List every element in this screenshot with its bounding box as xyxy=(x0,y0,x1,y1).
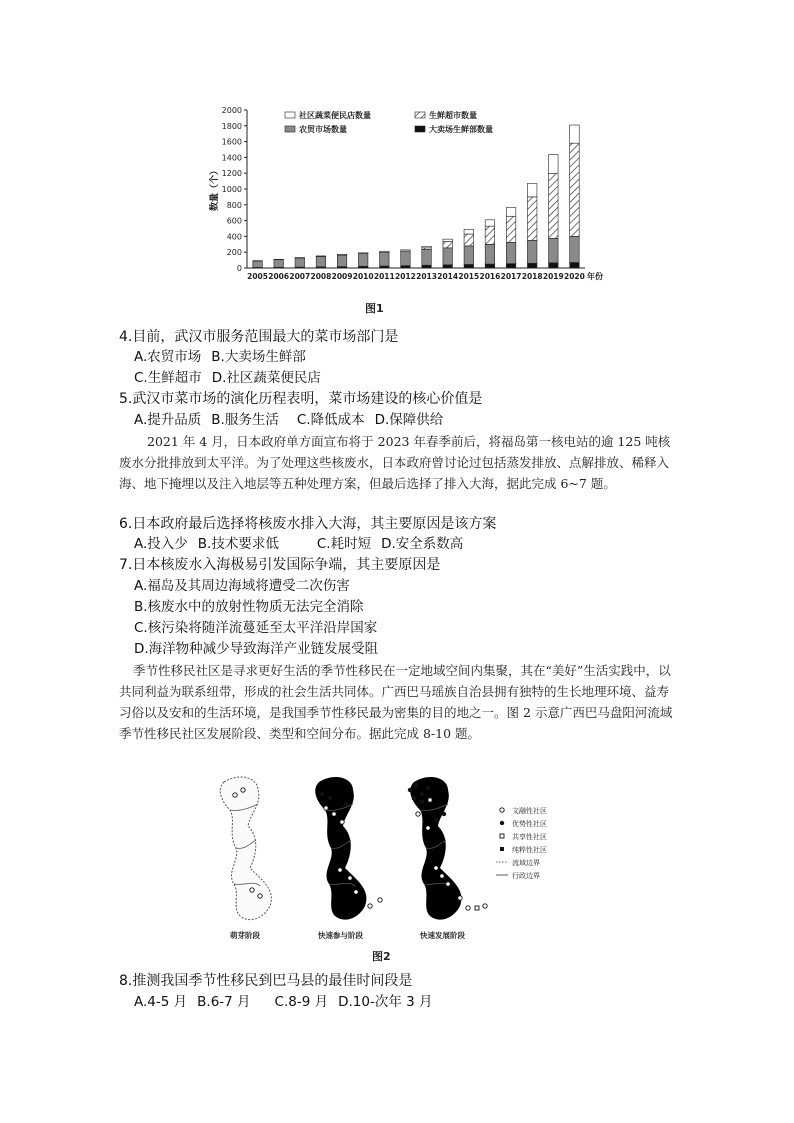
bar-segment xyxy=(570,262,580,268)
bar-segment xyxy=(527,183,537,196)
bar-segment xyxy=(401,266,411,268)
option-8a[interactable]: A.4-5 月 xyxy=(134,994,188,1010)
legend-swatch xyxy=(415,126,425,132)
stage-label-1: 萌芽阶段 xyxy=(230,931,260,940)
option-6c[interactable]: C.耗时短 xyxy=(316,536,372,552)
bar-segment xyxy=(443,239,453,241)
y-tick-label: 0 xyxy=(236,264,242,273)
option-8c[interactable]: C.8-9 月 xyxy=(274,994,329,1010)
option-8d[interactable]: D.10-次年 3 月 xyxy=(338,994,433,1010)
option-6d[interactable]: D.安全系数高 xyxy=(381,536,464,552)
option-4a[interactable]: A.农贸市场 xyxy=(134,349,202,365)
bar-segment xyxy=(295,258,305,267)
bar-segment xyxy=(274,260,284,268)
option-7c[interactable]: C.核污染将随洋流蔓延至太平洋沿岸国家 xyxy=(134,620,378,636)
legend-label: 生鲜超市数量 xyxy=(429,111,477,120)
bar-segment xyxy=(485,226,495,244)
stage-label-3: 快速发展阶段 xyxy=(420,931,465,940)
option-6b[interactable]: B.技术要求低 xyxy=(197,536,279,552)
question-8-options xyxy=(134,992,443,1012)
x-tick-label: 2018 xyxy=(521,272,543,281)
figure-1-caption: 图1 xyxy=(365,302,384,315)
question-6-options xyxy=(134,534,473,554)
bar-segment xyxy=(570,143,580,236)
x-tick-label: 2010 xyxy=(352,272,374,281)
bar-segment xyxy=(464,234,474,246)
y-tick-label: 400 xyxy=(226,232,242,242)
bar-segment xyxy=(380,251,390,252)
bar-segment xyxy=(358,253,368,254)
x-tick-label: 2013 xyxy=(416,272,437,281)
legend-label: 社区蔬菜便民店数量 xyxy=(299,111,371,120)
figure-1-chart xyxy=(205,100,605,320)
y-tick-label: 800 xyxy=(226,200,242,210)
figure-2-caption: 图2 xyxy=(372,950,391,963)
bar-segment xyxy=(422,249,432,265)
option-5b[interactable]: B.服务生活 xyxy=(211,412,279,428)
x-tick-label: 2015 xyxy=(458,272,480,281)
y-tick-label: 600 xyxy=(226,216,242,226)
y-tick-label: 1400 xyxy=(221,153,242,163)
bar-segment xyxy=(506,264,516,268)
x-tick-label: 2017 xyxy=(500,272,522,281)
option-5c[interactable]: C.降低成本 xyxy=(296,412,365,428)
bar-segment xyxy=(401,250,411,251)
bar-segment xyxy=(506,242,516,263)
passage-seasonal-migrants: 季节性移民社区是寻求更好生活的季节性移民在一定地域空间内集聚，其在“美好”生活实践中，以共同利益为联系纽带，形成的社会生活共同体。广西巴马瑶族自治县拥有独特的生长地理环境、益寿习俗以及安和的生活环境，是我国季节性移民最为密集的目的地之一。图 2 示意广西巴马盘阳河流域季节性移民社区发展阶段、类型和空间分布。据此完成 8-10 题。 xyxy=(119,663,673,741)
option-5a[interactable]: A.提升品质 xyxy=(134,412,202,428)
bar-segment xyxy=(464,246,474,265)
bar-segment xyxy=(443,248,453,265)
passage-nuclear-wastewater: 2021 年 4 月，日本政府单方面宣布将于 2023 年春季前后，将福岛第一核电站的逾 125 吨核废水分批排放到太平洋。为了处理这些核废水，日本政府曾讨论过包括蒸发排放、点解排放、稀释入海、地下掩埋以及注入地层等五种处理方案，但最后选择了排入大海，据此完成 6~7 题。 xyxy=(119,434,671,491)
bar-segment xyxy=(253,261,263,267)
bar-segment xyxy=(549,238,559,262)
legend-3: 共享性社区 xyxy=(512,833,547,841)
legend-1: 文融性社区 xyxy=(512,807,547,815)
option-7a[interactable]: A.福岛及其周边海域将遭受二次伤害 xyxy=(134,578,350,594)
option-6a[interactable]: A.投入少 xyxy=(134,536,188,552)
bar-segment xyxy=(506,208,516,217)
legend-6: 行政边界 xyxy=(512,872,540,880)
bar-segment xyxy=(485,264,495,268)
bar-segment xyxy=(527,240,537,263)
bar-segment xyxy=(316,256,326,257)
stage-label-2: 快速参与阶段 xyxy=(318,931,363,940)
x-tick-label: 2020 xyxy=(564,272,585,281)
question-5-stem: 5.武汉市菜市场的演化历程表明，菜市场建设的核心价值是 xyxy=(119,391,483,407)
bar-segment xyxy=(443,242,453,248)
bar-segment xyxy=(401,251,411,266)
option-7d[interactable]: D.海洋物种减少导致海洋产业链发展受阻 xyxy=(134,641,379,657)
x-tick-label: 2019 xyxy=(542,272,564,281)
option-4d[interactable]: D.社区蔬菜便民店 xyxy=(211,370,321,386)
bar-segment xyxy=(464,229,474,234)
y-tick-label: 1800 xyxy=(221,121,242,131)
bar-segment xyxy=(570,125,580,143)
question-6-stem: 6.日本政府最后选择将核废水排入大海，其主要原因是该方案 xyxy=(119,516,497,532)
figure-2-map xyxy=(210,768,590,943)
option-5d[interactable]: D.保障供给 xyxy=(374,412,444,428)
legend-swatch xyxy=(285,112,295,118)
x-tick-label: 2008 xyxy=(310,272,332,281)
x-tick-label: 2016 xyxy=(479,272,501,281)
bar-segment xyxy=(527,263,537,268)
question-4-stem: 4.目前，武汉市服务范围最大的菜市场部门是 xyxy=(119,329,399,345)
bar-segment xyxy=(464,264,474,268)
x-tick-label: 2014 xyxy=(437,272,459,281)
x-tick-label: 2011 xyxy=(373,272,395,281)
legend-5: 流域边界 xyxy=(512,859,540,867)
x-tick-label: 2007 xyxy=(289,272,311,281)
bar-segment xyxy=(549,263,559,268)
question-4-options-row2 xyxy=(134,368,331,388)
bar-segment xyxy=(316,257,326,267)
bar-segment xyxy=(443,265,453,268)
legend-label: 农贸市场数量 xyxy=(299,125,347,134)
option-4c[interactable]: C.生鲜超市 xyxy=(134,370,202,386)
bar-segment xyxy=(337,254,347,255)
y-tick-label: 2000 xyxy=(221,106,242,115)
y-tick-label: 1000 xyxy=(221,185,242,194)
x-tick-label: 2006 xyxy=(268,272,290,281)
bar-segment xyxy=(549,155,559,174)
bar-segment xyxy=(337,255,347,266)
legend-4: 纯粹性社区 xyxy=(512,846,547,854)
bar-segment xyxy=(549,174,559,239)
bar-segment xyxy=(527,197,537,240)
x-axis-label: 年份 xyxy=(587,272,603,281)
y-axis-label: 数量（个） xyxy=(210,165,220,211)
bar-segment xyxy=(485,244,495,264)
option-8b[interactable]: B.6-7 月 xyxy=(197,994,251,1010)
bar-segment xyxy=(570,236,580,262)
bar-segment xyxy=(358,254,368,267)
bar-segment xyxy=(506,216,516,242)
question-7-stem: 7.日本核废水入海极易引发国际争端，其主要原因是 xyxy=(119,557,441,573)
bar-segment xyxy=(380,252,390,266)
option-7b[interactable]: B.核废水中的放射性物质无法完全消除 xyxy=(134,599,364,615)
bar-segment xyxy=(422,246,432,248)
legend-2: 优势性社区 xyxy=(512,820,547,828)
option-4b[interactable]: B.大卖场生鲜部 xyxy=(211,349,306,365)
question-4-options-row1 xyxy=(134,347,316,367)
question-8-stem: 8.推测我国季节性移民到巴马县的最佳时间段是 xyxy=(119,973,413,989)
y-tick-label: 200 xyxy=(226,248,242,258)
x-tick-label: 2009 xyxy=(331,272,353,281)
legend-label: 大卖场生鲜部数量 xyxy=(429,125,493,134)
x-tick-label: 2005 xyxy=(247,272,268,281)
x-tick-label: 2012 xyxy=(395,272,416,281)
legend-swatch xyxy=(285,126,295,132)
bar-segment xyxy=(422,265,432,268)
legend-swatch xyxy=(415,112,425,118)
question-5-options xyxy=(134,410,453,430)
bar-segment xyxy=(485,220,495,226)
y-tick-label: 1200 xyxy=(221,169,242,179)
y-tick-label: 1600 xyxy=(221,137,242,147)
